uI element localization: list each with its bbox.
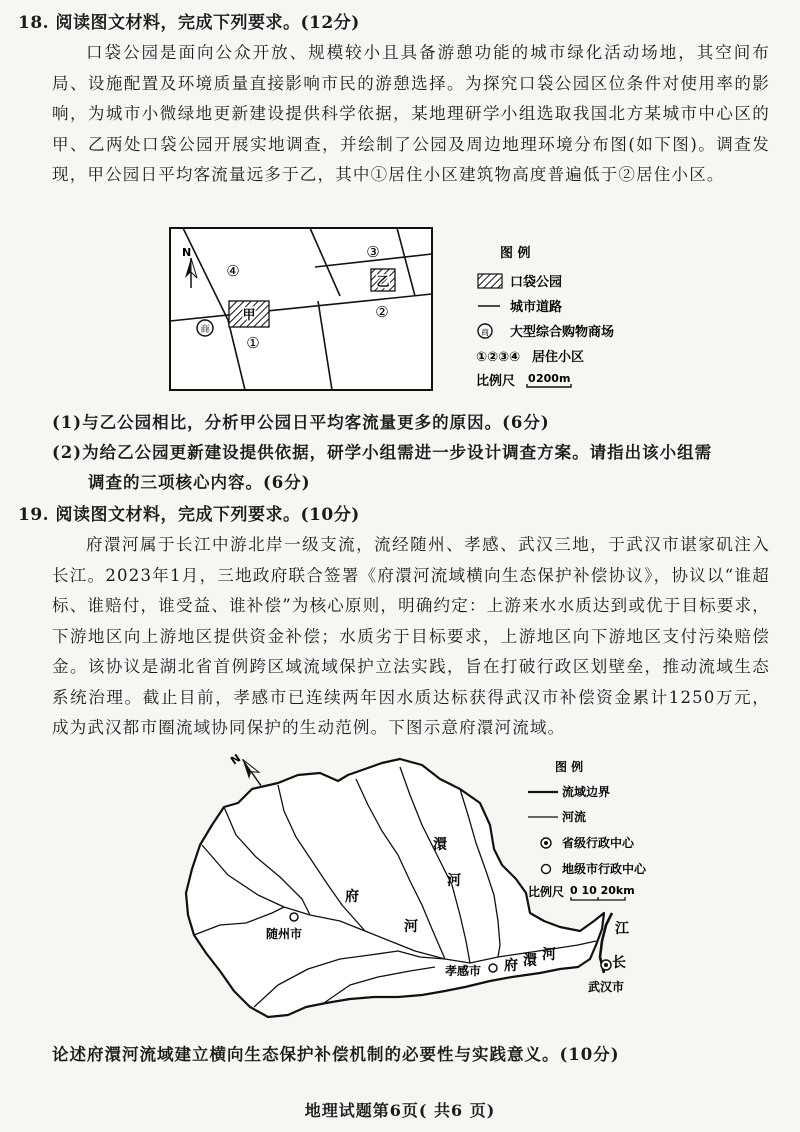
wuhan-marker-dot [604, 963, 608, 967]
legend-pref-icon [542, 865, 551, 874]
q18-sub2-line2: 调查的三项核心内容。(6分) [88, 473, 311, 492]
res-2-label: ② [375, 303, 389, 321]
res-1-label: ① [246, 334, 260, 352]
legend-road: 城市道路 [510, 300, 563, 315]
legend-prov-dot [544, 841, 548, 845]
q18-material: 口袋公园是面向公众开放、规模较小且具备游憩功能的城市绿化活动场地，其空间布局、设施配置及环境质量直接影响市民的游憩选择。为探究口袋公园区位条件对使用率的影响，为城市小微绿地更新建设提供科学依据，某地理研学小组选取我国北方某城市中心区的甲、乙两处口袋公园开展实地调查，并绘制了公园及周边地理环境分布图(如下图)。调查发现，甲公园日平均客流量远多于乙，其中①居住小区建筑物高度普遍低于②居住小区。 [52, 43, 770, 184]
river-char-fu-2: 府 [504, 958, 518, 974]
legend-scale-zero: 0 [528, 372, 536, 385]
legend-river: 河流 [562, 810, 587, 824]
map1-legend [476, 245, 614, 389]
map2-scale-vals: 0 10 20km [570, 884, 635, 897]
legend-prov: 省级行政中心 [562, 836, 635, 850]
legend-mall-symbol: 商 [481, 328, 489, 337]
q19-question: 论述府澴河流域建立横向生态保护补偿机制的必要性与实践意义。(10分) [52, 1045, 620, 1064]
q19-heading: 19. 阅读图文材料，完成下列要求。(10分) [18, 505, 360, 525]
page-footer: 地理试题第6页( 共6 页) [304, 1101, 496, 1120]
park-yi-label: 乙 [376, 275, 390, 290]
legend-res-nums: ①②③④ [476, 350, 521, 365]
legend-park: 口袋公园 [510, 275, 563, 290]
legend-scale-label: 比例尺 [476, 374, 516, 389]
legend-mall: 大型综合购物商场 [510, 325, 615, 340]
q18-sub1: (1)与乙公园相比，分析甲公园日平均客流量更多的原因。(6分) [52, 413, 550, 432]
city-suizhou: 随州市 [266, 927, 303, 941]
pocket-park-map [165, 224, 765, 396]
north-label: N [182, 246, 192, 259]
river-char-he-1: 河 [447, 873, 461, 889]
suizhou-marker-icon [290, 913, 298, 921]
legend-boundary: 流域边界 [562, 785, 611, 799]
river-char-huan-1: 澴 [433, 837, 447, 853]
xiaogan-marker-icon [489, 964, 497, 972]
river-char-huan-2: 澴 [523, 953, 537, 969]
q18-sub2 [52, 438, 770, 498]
yangtze-char-jiang: 江 [615, 921, 629, 937]
river-char-fu-1: 府 [345, 889, 359, 905]
q18-heading: 18. 阅读图文材料，完成下列要求。(12分) [18, 13, 360, 33]
legend-title: 图 例 [500, 246, 531, 261]
q19-material: 府澴河属于长江中游北岸一级支流，流经随州、孝感、武汉三地，于武汉市谌家矶注入长江。2023年1月，三地政府联合签署《府澴河流域横向生态保护补偿协议》，协议以“谁超标、谁赔付，谁受益、谁补偿”为核心原则，明确约定：上游来水水质达到或优于目标要求，下游地区向上游地区提供资金补偿；水质劣于目标要求，上游地区向下游地区支付污染赔偿金。该协议是湖北省首例跨区域流域保护立法实践，旨在打破行政区划壁垒，推动流域生态系统治理。截止目前，孝感市已连续两年因水质达标获得武汉市补偿资金累计1250万元，成为武汉都市圈流域协同保护的生动范例。下图示意府澴河流域。 [52, 535, 770, 737]
res-4-label: ④ [226, 262, 240, 280]
legend-res: 居住小区 [532, 350, 585, 365]
map2-scale-label: 比例尺 [528, 885, 565, 899]
mall-label: 商 [200, 325, 210, 335]
legend-scale-val: 200m [536, 372, 571, 385]
river-char-he-2: 河 [404, 919, 418, 935]
fuhuan-basin-map [160, 745, 680, 1030]
legend-park-swatch [478, 274, 502, 288]
river-char-he-3: 河 [542, 947, 556, 963]
legend-pref: 地级市行政中心 [562, 862, 647, 876]
yangtze-char-chang: 长 [612, 955, 626, 971]
map2-legend [528, 759, 647, 900]
map2-north-label: N [228, 751, 244, 768]
q18-sub2-line1: (2)为给乙公园更新建设提供依据，研学小组需进一步设计调查方案。请指出该小组需 [52, 443, 713, 462]
map-frame [170, 228, 432, 390]
map2-legend-title: 图 例 [555, 760, 584, 774]
res-3-label: ③ [366, 243, 380, 261]
city-xiaogan: 孝感市 [445, 964, 482, 978]
park-jia-label: 甲 [242, 308, 256, 323]
city-wuhan: 武汉市 [588, 980, 625, 994]
